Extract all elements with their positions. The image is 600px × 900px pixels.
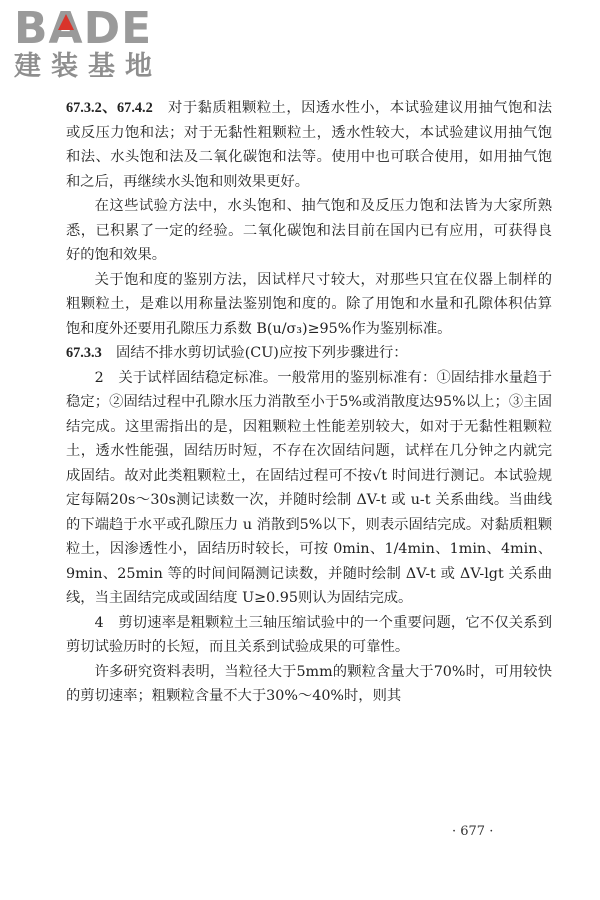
paragraph-saturation: 关于饱和度的鉴别方法，因试样尺寸较大，对那些只宜在仪器上制样的粗颗粒土，是难以用称量法鉴别饱和度的。除了用饱和水量和孔隙体积估算饱和度外还要用孔隙压力系数 B(u/σ₃)≥95%作为鉴别标准。 bbox=[66, 271, 552, 337]
paragraph-text: 固结不排水剪切试验(CU)应按下列步骤进行： bbox=[116, 345, 408, 361]
paragraph-item-2: 2 关于试样固结稳定标准。一般常用的鉴别标准有：①固结排水量趋于稳定；②固结过程中孔隙水压力消散至小于5%或消散度达95%以上；③主固结完成。这里需指出的是，因粗颗粒土性能差别较大，如对于无黏性粗颗粒土，透水性能强，固结历时短，不存在次固结问题，试样在几分钟之内就完成固结。故对此类粗颗粒土，在固结过程可不按√t 时间进行测记。本试验规定每隔20s～30s测记读数一次，并随时绘制 ΔV-t 或 u-t 关系曲线。当曲线的下端趋于水平或孔隙压力 u 消散到5%以下，则表示固结完成。对黏质粗颗粒土，因渗透性小，固结历时较长，可按 0min、1/4min、1min、4min、9min、25min 等的时间间隔测记读数，并随时绘制 ΔV-t 或 ΔV-lgt 关系曲线，当主固结完成或固结度 U≥0.95则认为固结完成。 bbox=[66, 369, 552, 606]
logo-subtitle: 建装基地 bbox=[14, 51, 162, 82]
clause-number: 67.3.2、67.4.2 bbox=[66, 100, 153, 116]
clause-number: 67.3.3 bbox=[66, 345, 102, 361]
paragraph-text: 对于黏质粗颗粒土，因透水性小，本试验建议用抽气饱和法或反压力饱和法；对于无黏性粗颗粒土，透水性较大，本试验建议用抽气饱和法、水头饱和法及二氧化碳饱和法等。使用中也可联合使用，如用抽气饱和之后，再继续水头饱和则效果更好。 bbox=[66, 100, 553, 190]
logo-wordmark: BA DE bbox=[14, 3, 153, 54]
paragraph-67-3-3 bbox=[66, 341, 552, 366]
page-number: · 677 · bbox=[452, 824, 494, 839]
logo-a-letter: A bbox=[48, 3, 84, 54]
bade-logo bbox=[14, 3, 194, 84]
paragraph-methods: 在这些试验方法中，水头饱和、抽气饱和及反压力饱和法皆为大家所熟悉，已积累了一定的经验。二氧化碳饱和法目前在国内已有应用，可获得良好的饱和效果。 bbox=[66, 198, 552, 263]
paragraph-research: 许多研究资料表明，当粒径大于5mm的颗粒含量大于70%时，可用较快的剪切速率；粗颗粒含量不大于30%～40%时，则其 bbox=[66, 663, 552, 704]
logo-red-triangle-icon bbox=[58, 14, 74, 30]
document-body bbox=[66, 96, 552, 709]
paragraph-67-3-2 bbox=[66, 96, 552, 194]
paragraph-item-4: 4 剪切速率是粗颗粒土三轴压缩试验中的一个重要问题，它不仅关系到剪切试验历时的长短，而且关系到试验成果的可靠性。 bbox=[66, 614, 552, 655]
